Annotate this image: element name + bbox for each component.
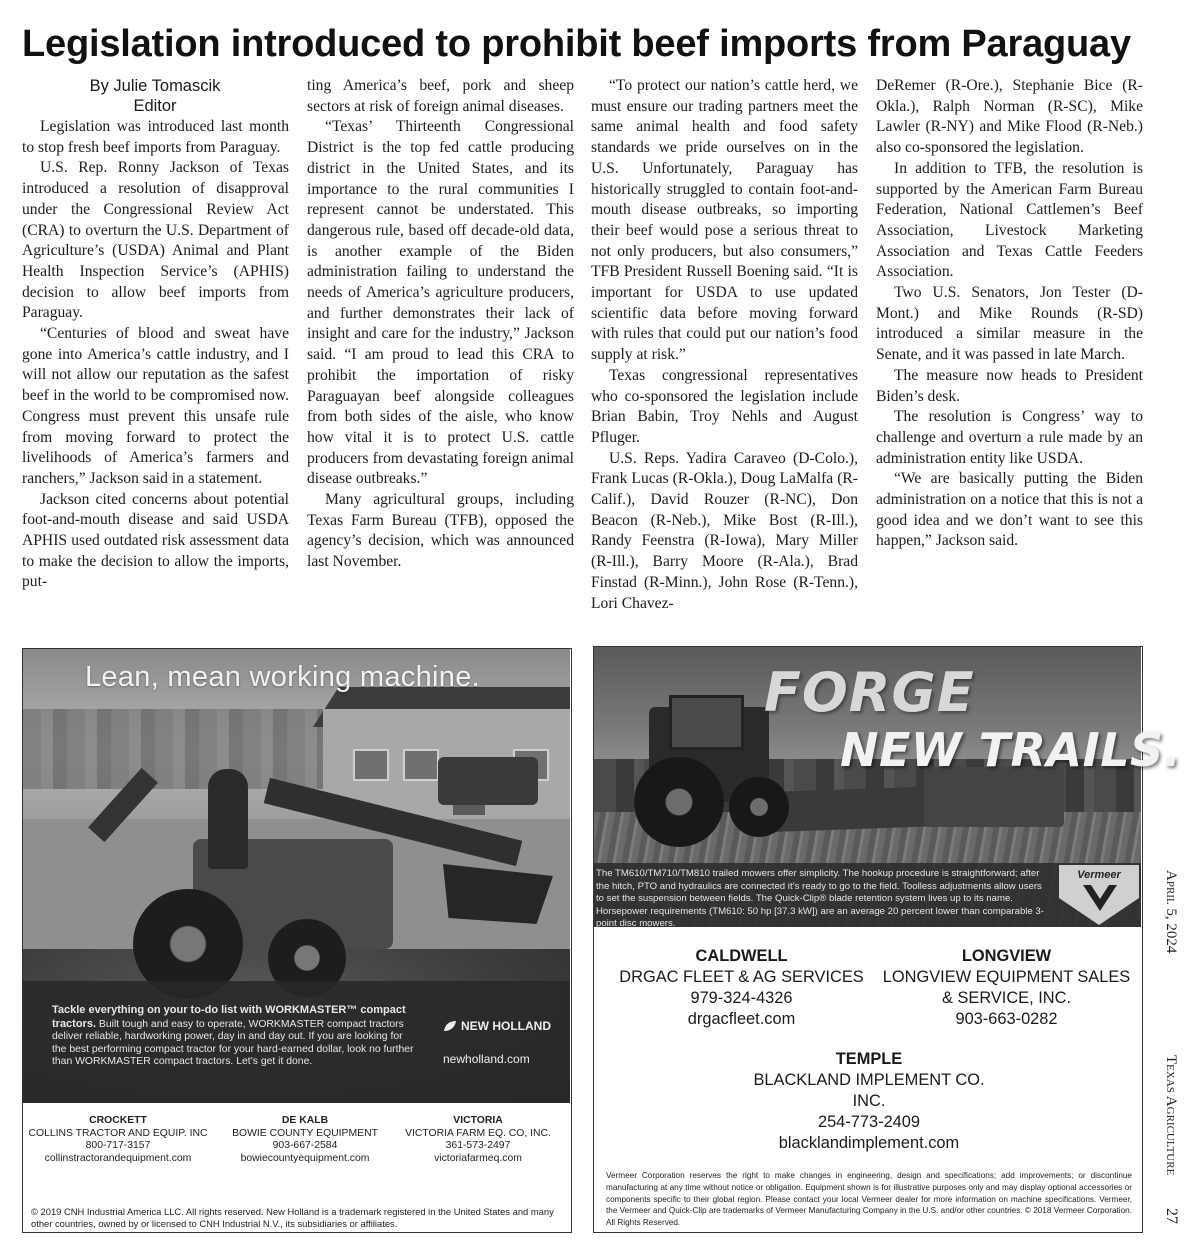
legal-disclaimer: Vermeer Corporation reserves the right to make changes in engineering, design and specifications; add improvements; or discontinue manufacturing at any time without notice or obligation. Equipment shown is for illustrative purposes only and may display optional accessories or components specific to their global region. Please contact your local Vermeer dealer for more information on machine specifications. Vermeer, the Vermeer and Quick-Clip are trademarks of Vermeer Manufacturing Company in the U.S. and/or other countries. © 2018 Vermeer Corporation. All Rights Reserved. (606, 1171, 1132, 1228)
dealer-phone: 800-717-3157 (85, 1140, 151, 1151)
dealer-dekalb (214, 1115, 396, 1165)
ad-headline-new-trails: NEW TRAILS. (840, 723, 1182, 777)
dealer-city: VICTORIA (453, 1115, 503, 1126)
dealer-longview (869, 946, 1144, 1030)
vermeer-logo-text: Vermeer (1077, 869, 1121, 881)
house-window (353, 749, 389, 781)
paragraph: U.S. Reps. Yadira Caraveo (D-Colo.), Frank Lucas (R-Okla.), Doug LaMalfa (R-Calif.), David Rouzer (R-NC), Don Beacon (R-Neb.), Mike Bost (R-Ill.), Randy Feenstra (R-Iowa), Mary Miller (R-Ill.), Barry Moore (R-Ala.), Brad Finstad (R-Minn.), John Rose (R-Tenn.), Lori Chavez- (591, 449, 858, 612)
dealer-city: CROCKETT (89, 1115, 147, 1126)
dealer-name-cont: INC. (852, 1092, 886, 1110)
brand-name: NEW HOLLAND (461, 1019, 551, 1033)
mower-tractor (438, 757, 538, 805)
dealer-web[interactable]: victoriafarmeq.com (434, 1152, 522, 1164)
ad-headline-forge: FORGE (764, 661, 975, 724)
ad-body: Built tough and easy to operate, WORKMASTER compact tractors deliver reliable, hardworking power, day in and day out. If you are looking for the best performing compact tractor for your hard-earned dollar, look no further than WORKMASTER compact tractors. Let’s get it done. (52, 1018, 414, 1068)
paragraph: The resolution is Congress’ way to challenge and overturn a rule made by an administration entity like USDA. (876, 408, 1143, 467)
dealer-phone: 979-324-4326 (690, 989, 793, 1007)
rear-wheel (634, 757, 724, 847)
operator (208, 769, 248, 869)
front-wheel (729, 777, 789, 837)
dealer-name: COLLINS TRACTOR AND EQUIP. INC (28, 1127, 208, 1139)
dealer-crockett (27, 1115, 209, 1165)
paragraph: ting America’s beef, pork and sheep sectors at risk of foreign animal diseases. (307, 77, 574, 115)
vermeer-v-icon (1081, 883, 1119, 913)
byline-title: Editor (133, 97, 177, 115)
dealer-name: DRGAC FLEET & AG SERVICES (619, 968, 864, 986)
paragraph: Legislation was introduced last month to stop fresh beef imports from Paraguay. (22, 118, 289, 156)
dealer-city: CALDWELL (695, 947, 788, 965)
brand-url[interactable]: newholland.com (443, 1052, 530, 1066)
paragraph: In addition to TFB, the resolution is supported by the American Farm Bureau Federation, National Cattlemen’s Beef Association, Livestock Marketing Association and Texas Cattle Feeders Association. (876, 159, 1143, 281)
dealer-name-cont: & SERVICE, INC. (941, 989, 1072, 1007)
paragraph: “We are basically putting the Biden administration on a notice that this is not a good idea and we don’t want to see this happen,” Jackson said. (876, 470, 1143, 550)
paragraph: U.S. Rep. Ronny Jackson of Texas introduced a resolution of disapproval under the Congressional Review Act (CRA) to overturn the U.S. Department of Agriculture’s (USDA) Animal and Plant Health Inspection Service’s (APHIS) decision to allow beef imports from Paraguay. (22, 159, 289, 322)
ad-tagline: Lean, mean working machine. (85, 661, 480, 693)
article-column-2 (307, 76, 574, 573)
paragraph: DeRemer (R-Ore.), Stephanie Bice (R-Okla.), Ralph Norman (R-SC), Mike Lawler (R-NY) and Mike Flood (R-Neb.) also co-sponsored the legislation. (876, 77, 1143, 157)
paragraph: Jackson cited concerns about potential foot-and-mouth disease and said USDA APHIS used outdated risk assessment data to make the decision to allow the imports, put- (22, 490, 289, 591)
dealer-name: BLACKLAND IMPLEMENT CO. (753, 1071, 985, 1089)
dealer-name: BOWIE COUNTY EQUIPMENT (232, 1127, 378, 1139)
article-column-3 (591, 76, 858, 614)
article-column-4 (876, 76, 1143, 552)
dealer-web[interactable]: bowiecountyequipment.com (240, 1152, 370, 1164)
new-holland-logo (443, 1019, 551, 1033)
dealer-city: TEMPLE (835, 1050, 903, 1068)
publication-name: Texas Agriculture (1163, 1055, 1179, 1176)
dealer-phone: 254-773-2409 (817, 1113, 921, 1131)
paragraph: Two U.S. Senators, Jon Tester (D-Mont.) and Mike Rounds (R-SD) introduced a similar measure in the Senate, and it was passed in late March. (876, 284, 1143, 364)
dealer-web[interactable]: drgacfleet.com (687, 1010, 796, 1028)
paragraph: The measure now heads to President Biden’s desk. (876, 366, 1143, 405)
dealer-temple (734, 1049, 1004, 1154)
dealer-name: LONGVIEW EQUIPMENT SALES (882, 968, 1131, 986)
ad-body-text (52, 1004, 417, 1069)
dealer-caldwell (604, 946, 879, 1030)
paragraph: Many agricultural groups, including Texas Farm Bureau (TFB), opposed the agency’s decision, which was announced last November. (307, 491, 574, 571)
copyright-notice: © 2019 CNH Industrial America LLC. All rights reserved. New Holland is a trademark registered in the United States and many other countries, owned by or licensed to CNH Industrial N.V., its subsidiaries or affiliates. (31, 1206, 554, 1229)
dealer-web[interactable]: blacklandimplement.com (778, 1134, 960, 1152)
dealer-city: DE KALB (281, 1115, 329, 1126)
dealer-web[interactable]: collinstractorandequipment.com (44, 1152, 192, 1164)
dealer-phone: 903-667-2584 (272, 1140, 338, 1151)
tractor-photo (23, 649, 570, 1103)
paragraph: “Texas’ Thirteenth Congressional District is the top fed cattle producing district in the United States, and its importance to the rural communities I represent cannot be understated. This dangerous rule, based off decade-old data, is another example of the Biden administration failing to understand the needs of America’s agriculture producers, and further demonstrates their lack of insight and care for the industry,” Jackson said. “I am proud to lead this CRA to prohibit the importation of risky Paraguayan beef alongside colleagues from both sides of the aisle, who know how vital it is to protect U.S. cattle producers from devastating foreign animal disease outbreaks.” (307, 118, 574, 488)
article-headline: Legislation introduced to prohibit beef imports from Paraguay (22, 23, 1131, 65)
byline-author: By Julie Tomascik (89, 77, 221, 95)
article-column-1 (22, 117, 289, 593)
issue-date: April 5, 2024 (1163, 870, 1179, 954)
product-caption: The TM610/TM710/TM810 trailed mowers offer simplicity. The hookup procedure is straightforward; after the hitch, PTO and hydraulics are connected it’s ready to go to the field. Toolless adjustments allow users to set the suspension between fields. The Quick-Clip® blade retention system lives up to its name. Horsepower requirements (TM610: 50 hp [37.3 kW]) are an average 20 percent lower than comparable 3-point disc mowers. (596, 868, 1044, 930)
dealer-phone: 903-663-0282 (955, 1010, 1058, 1028)
paragraph: “To protect our nation’s cattle herd, we must ensure our trading partners meet the same animal health and food safety standards we pride ourselves on in the U.S. Unfortunately, Paraguay has historically struggled to contain foot-and-mouth disease outbreaks, so importing their beef would pose a serious threat to not only producers, but also consumers,” TFB President Russell Boening said. “It is important for USDA to use updated scientific data before moving forward with rules that could put our nation’s food supply at risk.” (591, 77, 858, 364)
paragraph: “Centuries of blood and sweat have gone into America’s cattle industry, and I will not allow our reputation as the safest beef in the world to be compromised now. Congress must prevent this unsafe rule from moving forward to protect the livelihoods of America’s farmers and ranchers,” Jackson said in a statement. (22, 325, 289, 487)
byline (22, 76, 288, 116)
dealer-phone: 361-573-2497 (445, 1140, 511, 1151)
page-number: 27 (1163, 1208, 1180, 1224)
dealer-city: LONGVIEW (961, 947, 1052, 965)
paragraph: Texas congressional representatives who co-sponsored the legislation include Brian Babin, Troy Nehls and August Pfluger. (591, 366, 858, 446)
ad-lead: Tackle everything on your to-do list with WORKMASTER™ compact tractors. (52, 1004, 406, 1030)
leaf-icon (443, 1020, 457, 1032)
dealer-victoria (387, 1115, 569, 1165)
dealer-name: VICTORIA FARM EQ. CO, INC. (405, 1127, 551, 1139)
tractor-cab (669, 695, 744, 750)
house-window (403, 749, 439, 781)
new-holland-ad (22, 648, 572, 1233)
